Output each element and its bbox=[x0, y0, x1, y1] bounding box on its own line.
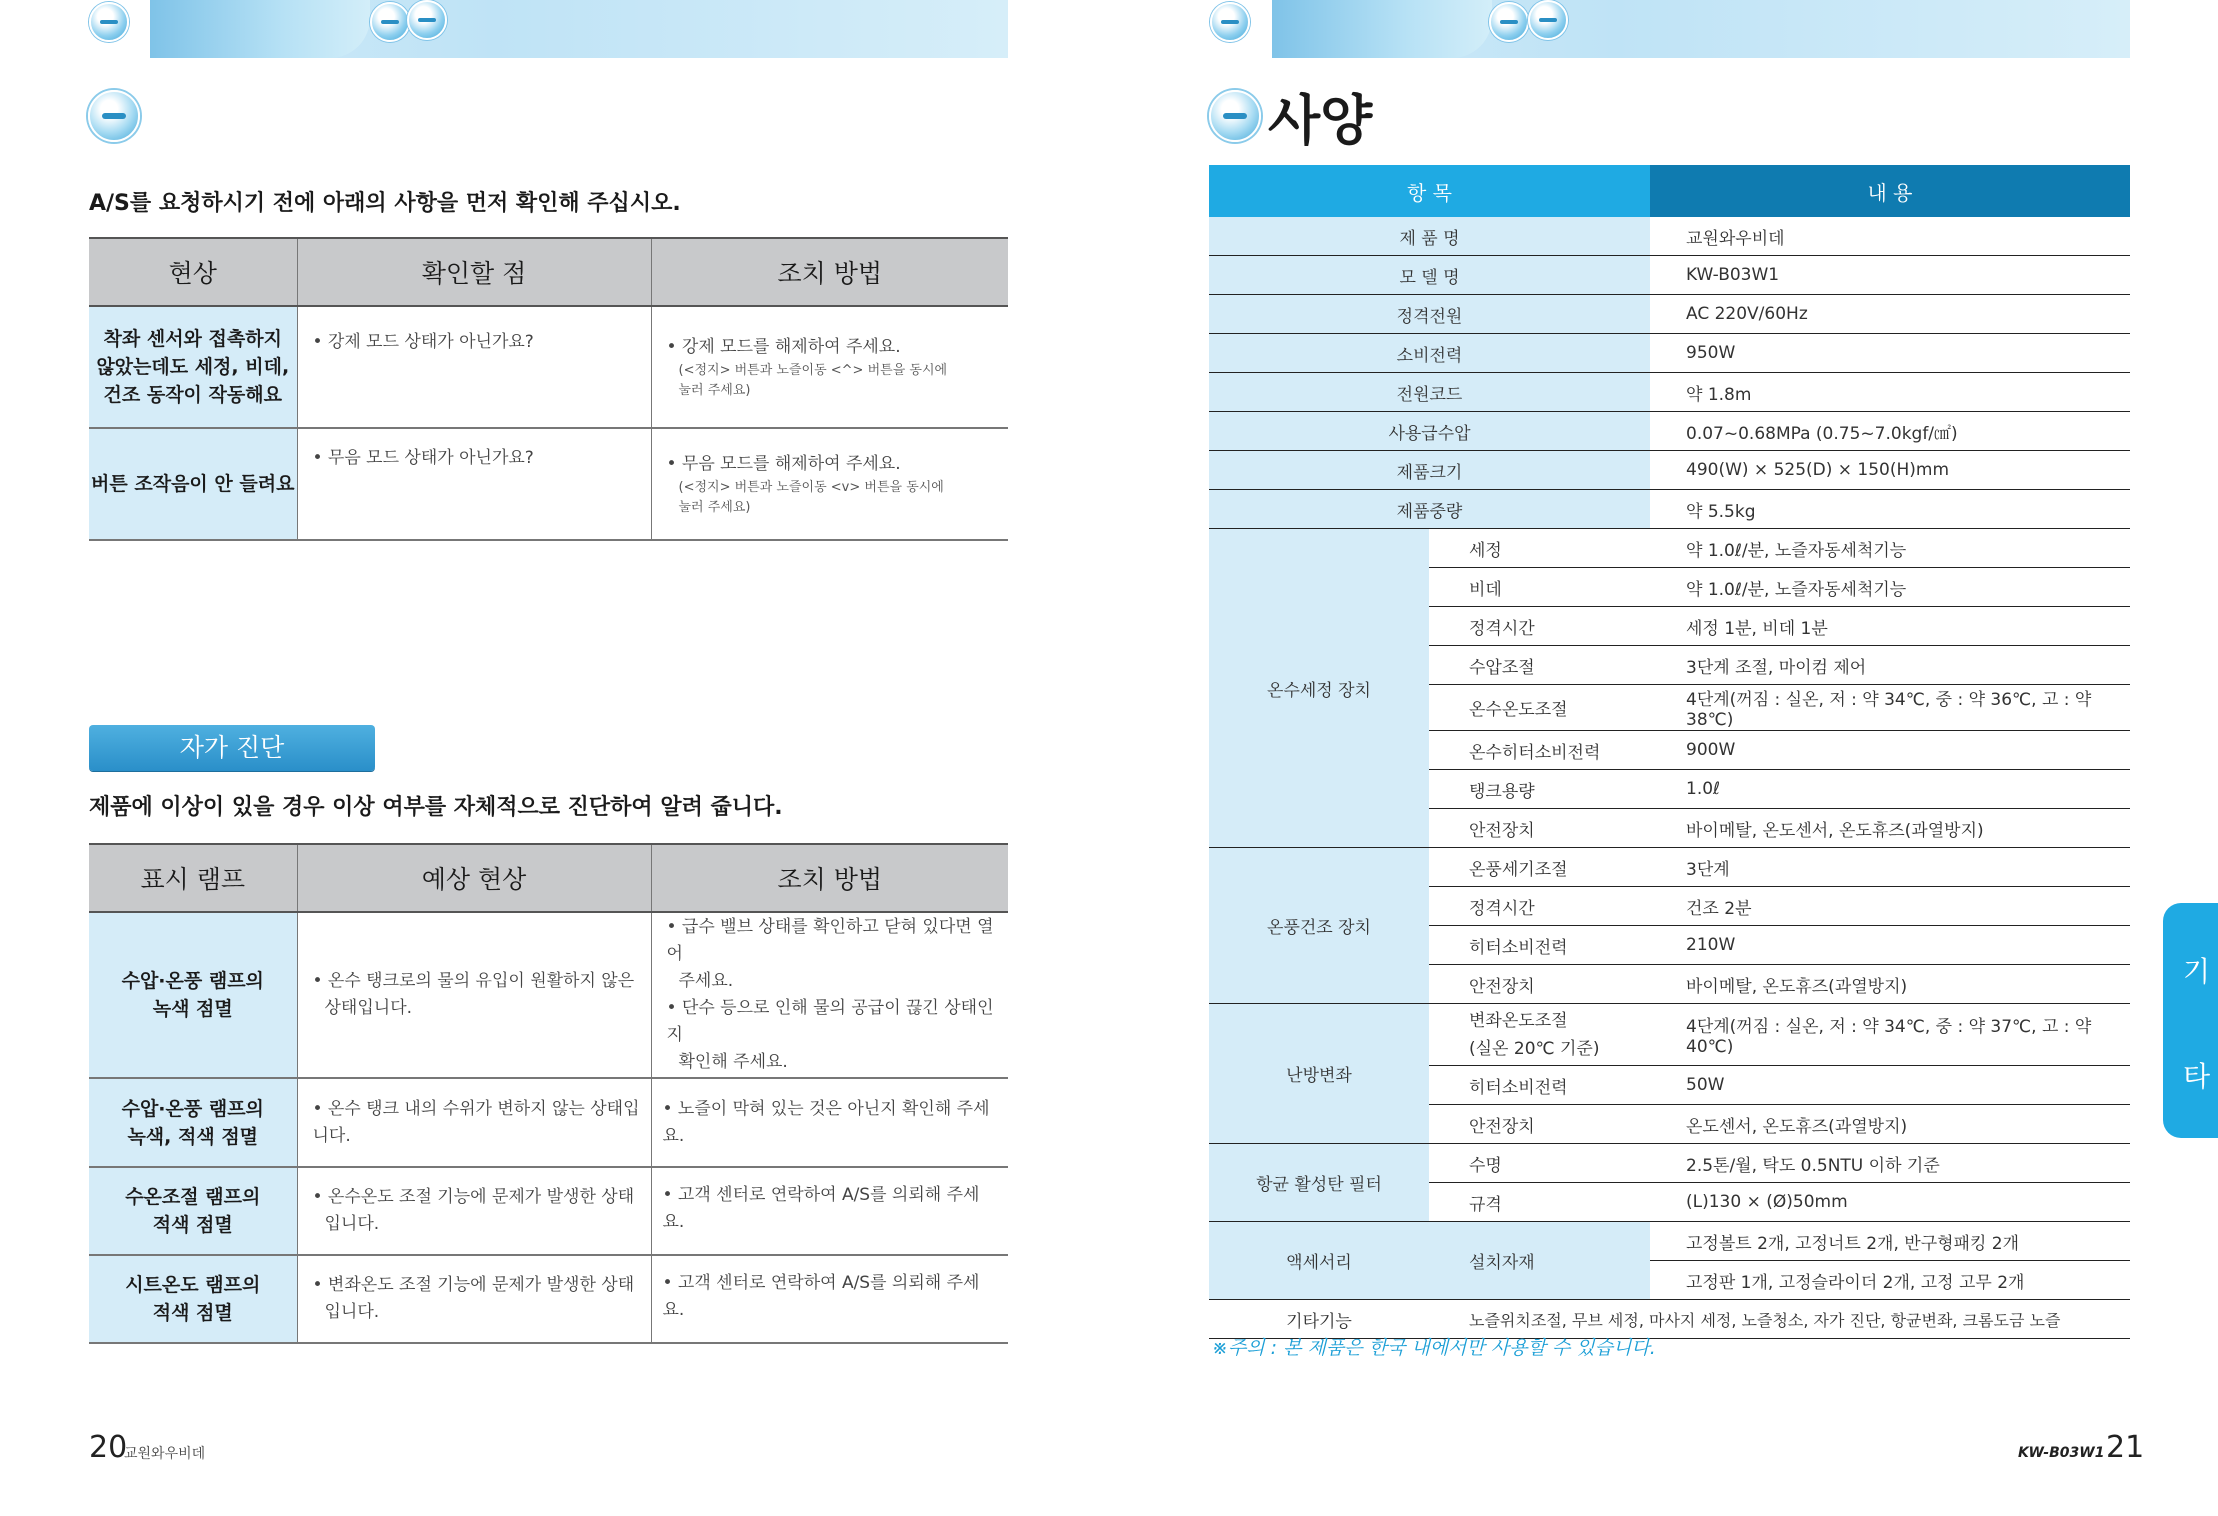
check-cell bbox=[297, 306, 651, 428]
symptom-line: • 온수 탱크 내의 수위가 변하지 않는 상태입니다. bbox=[312, 1098, 640, 1146]
spec-subkey-text: 세정 bbox=[1469, 540, 1502, 561]
header-banner-left bbox=[150, 0, 1008, 58]
spec-value: KW-B03W1 bbox=[1650, 256, 2130, 295]
phenomenon-line: 버튼 조작음이 안 들려요 bbox=[91, 473, 295, 495]
table-row bbox=[89, 1078, 1008, 1167]
header-wave-decoration bbox=[150, 0, 370, 58]
spec-subkey-text: 온수온도조절 bbox=[1469, 700, 1568, 720]
header-wave-decoration bbox=[1272, 0, 1492, 58]
page-number-left: 20 bbox=[89, 1430, 128, 1465]
page-number-right: 21 bbox=[2106, 1430, 2145, 1465]
spec-subkey bbox=[1429, 529, 1650, 568]
bubble-icon bbox=[1528, 0, 1568, 40]
spec-subkey-text: 비데 bbox=[1469, 579, 1502, 600]
spec-subkey bbox=[1429, 1004, 1650, 1066]
spec-subkey-text: 히터소비전력 bbox=[1469, 937, 1568, 958]
action-line: 주세요. bbox=[678, 971, 734, 991]
side-tab-char: 기 bbox=[2183, 955, 2211, 988]
section-bubble-icon bbox=[88, 90, 140, 142]
table-row bbox=[1209, 1144, 2130, 1183]
spec-group: 난방변좌 bbox=[1209, 1004, 1429, 1144]
column-header: 표시 램프 bbox=[89, 844, 297, 912]
spec-subkey-text: 정격시간 bbox=[1469, 898, 1535, 919]
spec-value: 0.07~0.68MPa (0.75~7.0kgf/㎠) bbox=[1650, 412, 2130, 451]
spec-subkey bbox=[1429, 770, 1650, 809]
table-row bbox=[89, 1167, 1008, 1255]
bubble-icon bbox=[89, 2, 129, 42]
spec-subkey bbox=[1429, 1066, 1650, 1105]
phenomenon-cell bbox=[89, 428, 297, 540]
bubble-icon bbox=[370, 2, 410, 42]
column-header: 확인할 점 bbox=[297, 238, 651, 306]
symptom-line: • 변좌온도 조절 기능에 문제가 발생한 상태 bbox=[312, 1275, 635, 1295]
spec-value: 고정판 1개, 고정슬라이더 2개, 고정 고무 2개 bbox=[1650, 1261, 2130, 1300]
spec-subkey bbox=[1429, 685, 1650, 731]
action-cell bbox=[651, 306, 1008, 428]
symptom-line: 입니다. bbox=[324, 1214, 380, 1234]
table-row bbox=[1209, 1004, 2130, 1066]
spec-subkey-text: 온수히터소비전력 bbox=[1469, 742, 1601, 763]
spec-subkey bbox=[1429, 809, 1650, 848]
action-text: • 강제 모드를 해제하여 주세요. bbox=[666, 336, 901, 357]
lamp-line: 수온조절 램프의 bbox=[125, 1186, 261, 1208]
spec-value: 2.5톤/월, 탁도 0.5NTU 이하 기준 bbox=[1650, 1144, 2130, 1183]
spec-key: 제 품 명 bbox=[1209, 217, 1650, 256]
spec-value: 3단계 조절, 마이컴 제어 bbox=[1650, 646, 2130, 685]
spec-subkey bbox=[1429, 887, 1650, 926]
self-diagnosis-button[interactable]: 자가 진단 bbox=[89, 725, 375, 771]
spec-subkey-text: 안전장치 bbox=[1469, 820, 1535, 841]
spec-key: 소비전력 bbox=[1209, 334, 1650, 373]
spec-key: 정격전원 bbox=[1209, 295, 1650, 334]
action-subtext: (<정지> 버튼과 노즐이동 <^> 버튼을 동시에 bbox=[678, 362, 948, 378]
table-row bbox=[1209, 490, 2130, 529]
table-row bbox=[1209, 848, 2130, 887]
spec-value: 고정볼트 2개, 고정너트 2개, 반구형패킹 2개 bbox=[1650, 1222, 2130, 1261]
self-diagnosis-intro-text: 제품에 이상이 있을 경우 이상 여부를 자체적으로 진단하여 알려 줍니다. bbox=[89, 795, 783, 820]
table-row bbox=[1209, 256, 2130, 295]
lamp-line: 시트온도 램프의 bbox=[125, 1274, 261, 1296]
table-row bbox=[1209, 217, 2130, 256]
spec-subkey bbox=[1429, 848, 1650, 887]
action-line: 확인해 주세요. bbox=[678, 1052, 788, 1072]
lamp-cell bbox=[89, 1078, 297, 1167]
spec-key: 제품크기 bbox=[1209, 451, 1650, 490]
spec-subkey bbox=[1429, 607, 1650, 646]
column-header: 조치 방법 bbox=[651, 844, 1008, 912]
table-row bbox=[1209, 334, 2130, 373]
lamp-line: 적색 점멸 bbox=[152, 1214, 233, 1236]
symptom-cell bbox=[297, 1078, 651, 1167]
spec-subkey bbox=[1429, 731, 1650, 770]
phenomenon-line: 않았는데도 세정, 비데, bbox=[96, 356, 290, 378]
spec-subkey-text: 규격 bbox=[1469, 1194, 1502, 1215]
check-text: • 무음 모드 상태가 아닌가요? bbox=[312, 448, 534, 468]
action-cell bbox=[651, 428, 1008, 540]
spec-value: 노즐위치조절, 무브 세정, 마사지 세정, 노즐청소, 자가 진단, 항균변좌, 크롬도금 노즐 bbox=[1429, 1300, 2130, 1339]
header-banner-right bbox=[1272, 0, 2130, 58]
spec-subkey-text: 수압조절 bbox=[1469, 657, 1535, 678]
spec-subkey bbox=[1429, 926, 1650, 965]
spec-value: 210W bbox=[1650, 926, 2130, 965]
spec-subkey-text: (실온 20℃ 기준) bbox=[1469, 1038, 1600, 1059]
caution-note: ※주의 : 본 제품은 한국 내에서만 사용할 수 있습니다. bbox=[1212, 1337, 1656, 1359]
symptom-cell bbox=[297, 1255, 651, 1343]
action-cell bbox=[651, 1078, 1008, 1167]
table-row bbox=[1209, 412, 2130, 451]
column-header: 내 용 bbox=[1650, 165, 2130, 217]
bubble-icon bbox=[1489, 2, 1529, 42]
action-line: • 단수 등으로 인해 물의 공급이 끊긴 상태인지 bbox=[666, 998, 994, 1045]
table-row bbox=[1209, 1222, 2130, 1261]
as-intro-text: A/S를 요청하시기 전에 아래의 사항을 먼저 확인해 주십시오. bbox=[89, 191, 681, 216]
action-text: • 무음 모드를 해제하여 주세요. bbox=[666, 453, 901, 474]
spec-value: 900W bbox=[1650, 731, 2130, 770]
table-row bbox=[1209, 451, 2130, 490]
spec-value: 바이메탈, 온도휴즈(과열방지) bbox=[1650, 965, 2130, 1004]
action-subtext: 눌러 주세요) bbox=[678, 382, 751, 398]
spec-value: 3단계 bbox=[1650, 848, 2130, 887]
column-header: 현상 bbox=[89, 238, 297, 306]
spec-subkey bbox=[1429, 568, 1650, 607]
spec-value: 950W bbox=[1650, 334, 2130, 373]
spec-group: 항균 활성탄 필터 bbox=[1209, 1144, 1429, 1222]
symptom-cell bbox=[297, 912, 651, 1078]
spec-value: (L)130 × (Ø)50mm bbox=[1650, 1183, 2130, 1222]
symptom-line: 상태입니다. bbox=[324, 998, 413, 1018]
spec-subkey-text: 안전장치 bbox=[1469, 1116, 1535, 1137]
action-subtext: (<정지> 버튼과 노즐이동 <v> 버튼을 동시에 bbox=[678, 479, 944, 495]
lamp-line: 녹색, 적색 점멸 bbox=[127, 1125, 259, 1148]
spec-value: 온도센서, 온도휴즈(과열방지) bbox=[1650, 1105, 2130, 1144]
spec-table bbox=[1209, 165, 2130, 1339]
spec-value: 490(W) × 525(D) × 150(H)mm bbox=[1650, 451, 2130, 490]
symptom-line: • 온수 탱크로의 물의 유입이 원활하지 않은 bbox=[312, 971, 635, 991]
lamp-cell bbox=[89, 912, 297, 1078]
spec-subkey bbox=[1429, 646, 1650, 685]
spec-subkey-text: 변좌온도조절 bbox=[1469, 1010, 1568, 1031]
table-header-row bbox=[89, 238, 1008, 306]
table-row bbox=[1209, 295, 2130, 334]
lamp-line: 수압·온풍 램프의 bbox=[121, 970, 264, 992]
check-cell bbox=[297, 428, 651, 540]
spec-value: 약 1.8m bbox=[1650, 373, 2130, 412]
action-cell bbox=[651, 1167, 1008, 1255]
action-cell bbox=[651, 1255, 1008, 1343]
table-row bbox=[1209, 373, 2130, 412]
footer-model: KW-B03W1 bbox=[2018, 1445, 2105, 1461]
spec-subkey-text: 안전장치 bbox=[1469, 976, 1535, 997]
table-row bbox=[89, 428, 1008, 540]
action-line: • 고객 센터로 연락하여 A/S를 의뢰해 주세요. bbox=[662, 1273, 980, 1320]
phenomenon-line: 착좌 센서와 접촉하지 bbox=[103, 328, 282, 350]
column-header: 항 목 bbox=[1209, 165, 1650, 217]
spec-group: 온수세정 장치 bbox=[1209, 529, 1429, 848]
action-line: • 고객 센터로 연락하여 A/S를 의뢰해 주세요. bbox=[662, 1185, 980, 1232]
table-row bbox=[89, 912, 1008, 1078]
column-header: 예상 현상 bbox=[297, 844, 651, 912]
spec-key: 기타기능 bbox=[1209, 1300, 1429, 1339]
action-subtext: 눌러 주세요) bbox=[678, 499, 751, 515]
symptom-line: • 온수온도 조절 기능에 문제가 발생한 상태 bbox=[312, 1187, 635, 1207]
spec-subkey-text: 히터소비전력 bbox=[1469, 1077, 1568, 1098]
spec-key: 전원코드 bbox=[1209, 373, 1650, 412]
table-header-row bbox=[89, 844, 1008, 912]
spec-subkey-text: 수명 bbox=[1469, 1155, 1502, 1176]
spec-value: AC 220V/60Hz bbox=[1650, 295, 2130, 334]
spec-value: 4단계(꺼짐 : 실온, 저 : 약 34℃, 중 : 약 37℃, 고 : 약 40℃) bbox=[1650, 1004, 2130, 1066]
lamp-cell bbox=[89, 1167, 297, 1255]
check-text: • 강제 모드 상태가 아닌가요? bbox=[312, 332, 534, 352]
action-cell bbox=[651, 912, 1008, 1078]
spec-subkey bbox=[1429, 965, 1650, 1004]
spec-subkey-text: 정격시간 bbox=[1469, 618, 1535, 639]
spec-subkey: 설치자재 bbox=[1429, 1222, 1650, 1300]
spec-key: 사용급수압 bbox=[1209, 412, 1650, 451]
side-tab-other[interactable] bbox=[2163, 903, 2218, 1138]
side-tab-char: 타 bbox=[2183, 1060, 2211, 1093]
spec-value: 50W bbox=[1650, 1066, 2130, 1105]
bubble-icon bbox=[1210, 2, 1250, 42]
spec-group: 액세서리 bbox=[1209, 1222, 1429, 1300]
spec-value: 건조 2분 bbox=[1650, 887, 2130, 926]
spec-value: 약 1.0ℓ/분, 노즐자동세척기능 bbox=[1650, 568, 2130, 607]
section-bubble-icon bbox=[1209, 90, 1261, 142]
footer-brand: 교원와우비데 bbox=[124, 1446, 206, 1462]
action-line: • 노즐이 막혀 있는 것은 아닌지 확인해 주세요. bbox=[662, 1098, 990, 1146]
spec-value: 1.0ℓ bbox=[1650, 770, 2130, 809]
spec-value: 바이메탈, 온도센서, 온도휴즈(과열방지) bbox=[1650, 809, 2130, 848]
table-header-row bbox=[1209, 165, 2130, 217]
bubble-icon bbox=[407, 0, 447, 40]
spec-subkey bbox=[1429, 1105, 1650, 1144]
spec-group: 온풍건조 장치 bbox=[1209, 848, 1429, 1004]
self-diagnosis-table bbox=[89, 843, 1008, 1344]
spec-subkey bbox=[1429, 1183, 1650, 1222]
action-line: • 급수 밸브 상태를 확인하고 닫혀 있다면 열어 bbox=[666, 917, 994, 964]
spec-value: 약 1.0ℓ/분, 노즐자동세척기능 bbox=[1650, 529, 2130, 568]
symptom-line: 입니다. bbox=[324, 1302, 380, 1322]
spec-value: 약 5.5kg bbox=[1650, 490, 2130, 529]
page-title: 사양 bbox=[1268, 89, 1373, 152]
spec-subkey-text: 온풍세기조절 bbox=[1469, 859, 1568, 880]
spec-subkey-text: 탱크용량 bbox=[1469, 781, 1535, 802]
lamp-line: 수압·온풍 램프의 bbox=[121, 1097, 264, 1120]
symptom-cell bbox=[297, 1167, 651, 1255]
spec-key: 제품중량 bbox=[1209, 490, 1650, 529]
spec-value: 교원와우비데 bbox=[1650, 217, 2130, 256]
spec-key: 모 델 명 bbox=[1209, 256, 1650, 295]
table-row bbox=[89, 1255, 1008, 1343]
phenomenon-line: 건조 동작이 작동해요 bbox=[103, 384, 282, 406]
spec-value: 4단계(꺼짐 : 실온, 저 : 약 34℃, 중 : 약 36℃, 고 : 약 38℃) bbox=[1650, 685, 2130, 731]
lamp-line: 적색 점멸 bbox=[152, 1302, 233, 1324]
spec-value: 세정 1분, 비데 1분 bbox=[1650, 607, 2130, 646]
lamp-line: 녹색 점멸 bbox=[152, 998, 233, 1020]
spec-subkey bbox=[1429, 1144, 1650, 1183]
lamp-cell bbox=[89, 1255, 297, 1343]
table-row bbox=[89, 306, 1008, 428]
table-row bbox=[1209, 529, 2130, 568]
column-header: 조치 방법 bbox=[651, 238, 1008, 306]
phenomenon-cell bbox=[89, 306, 297, 428]
troubleshooting-table bbox=[89, 237, 1008, 541]
